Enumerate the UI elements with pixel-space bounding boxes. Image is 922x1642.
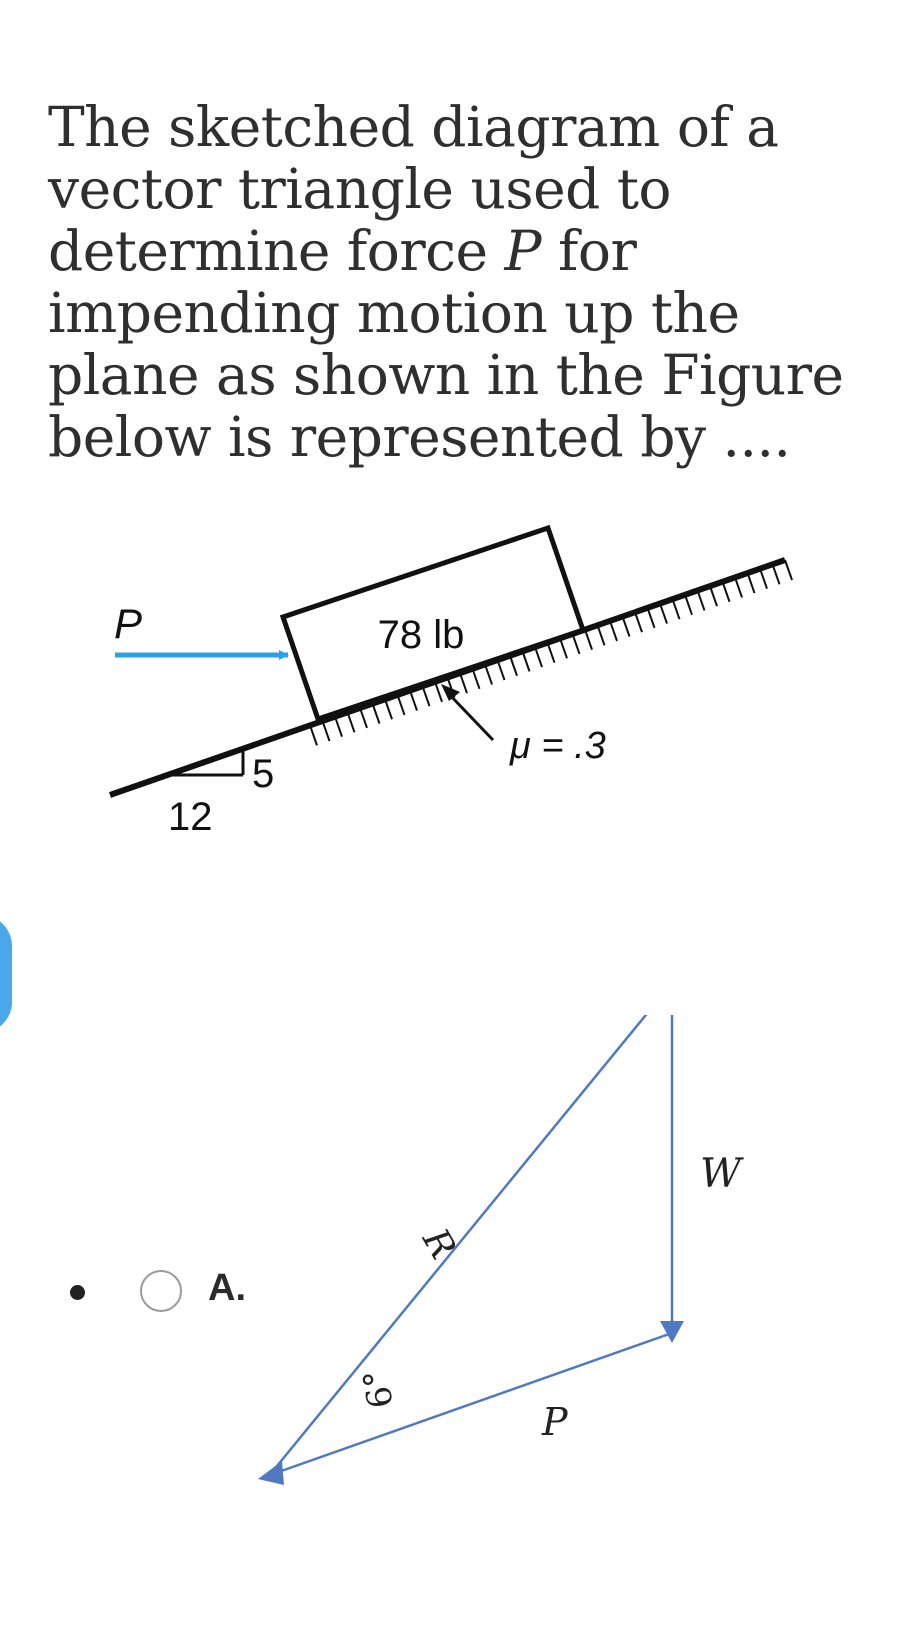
inclined-plane-figure [0, 520, 922, 900]
vector-p-label: P [542, 1400, 568, 1444]
question-text-after: for impending motion up the plane as shown in the Figure below is represented by .... [48, 219, 844, 469]
vector-p-arrowhead [258, 1461, 284, 1485]
option-a-label: A. [208, 1267, 246, 1309]
vector-p [270, 1333, 672, 1475]
block-weight-label: 78 lb [377, 613, 465, 657]
vector-w-arrowhead [660, 1321, 684, 1343]
force-p-label: P [114, 600, 143, 647]
slope-rise-label: 5 [252, 752, 275, 796]
option-a-radio[interactable] [140, 1270, 182, 1312]
vector-w-label: W [700, 1151, 742, 1197]
question-variable: P [504, 219, 542, 283]
question-text [48, 96, 898, 468]
list-bullet [70, 1285, 85, 1300]
option-a[interactable] [0, 1015, 922, 1615]
vector-r [268, 1015, 672, 1477]
question-text-before: The sketched diagram of a vector triangle used to determine force [48, 95, 779, 283]
friction-coefficient-label: μ = .3 [510, 725, 606, 767]
angle-label: 6° [355, 1366, 402, 1412]
vector-triangle-figure [250, 1015, 810, 1615]
slope-run-label: 12 [168, 795, 213, 839]
vector-r-label: R [414, 1222, 464, 1266]
